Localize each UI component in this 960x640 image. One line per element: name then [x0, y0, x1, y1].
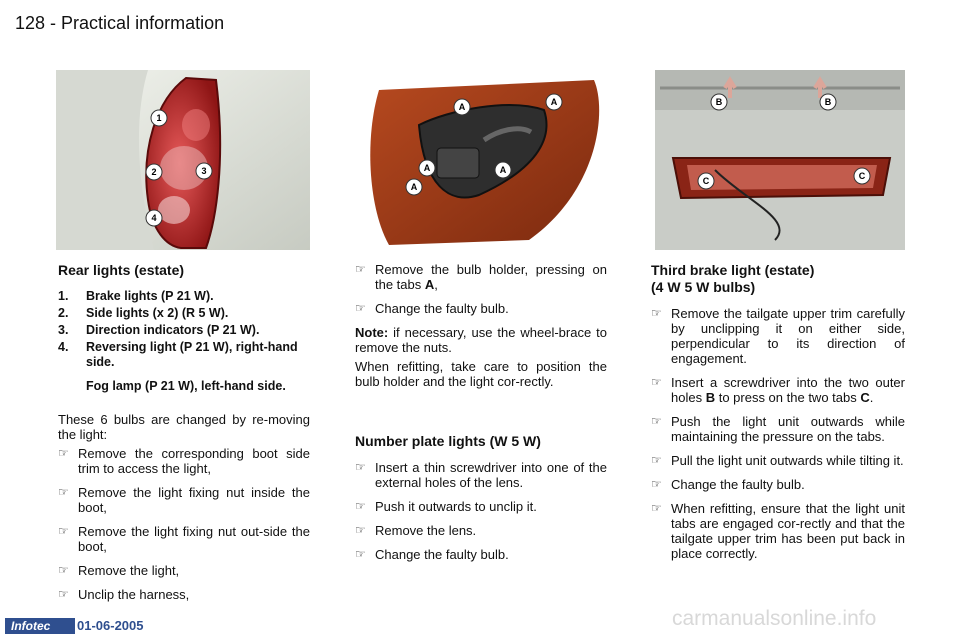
- bullet-text: Push the light unit outwards while maintaining the pressure on the tabs.: [671, 414, 905, 444]
- hand-pointer-icon: ☞: [651, 477, 662, 491]
- callout-b2: B: [824, 97, 832, 107]
- rear-lights-heading: Rear lights (estate): [58, 262, 185, 278]
- rear-light-photo: [56, 70, 310, 250]
- callout-c1: C: [702, 176, 710, 186]
- number-plate-column: [355, 262, 607, 571]
- list-item: [651, 306, 905, 366]
- hand-pointer-icon: ☞: [355, 262, 366, 276]
- bulb-list: [58, 289, 310, 394]
- bullet-text: Remove the tailgate upper trim carefully by unclipping it on either side, perpendicular to its direction of engagement.: [671, 306, 905, 366]
- bullet-text: Remove the bulb holder, pressing on the tabs: [375, 262, 607, 292]
- bullet-text: Change the faulty bulb.: [671, 477, 805, 492]
- list-item: [651, 375, 905, 405]
- list-item: [58, 446, 310, 476]
- callout-3: 3: [201, 166, 207, 176]
- infotec-logo: Infotec: [5, 618, 75, 634]
- hand-pointer-icon: ☞: [355, 547, 366, 561]
- list-item: [58, 323, 310, 338]
- item-text: Direction indicators (P 21 W).: [86, 323, 260, 337]
- list-item: [651, 414, 905, 444]
- tab-reference: A: [424, 277, 435, 292]
- note-body: if necessary, use the wheel-brace to remove the nuts.: [355, 325, 607, 355]
- page-title: Practical information: [61, 13, 225, 33]
- hand-pointer-icon: ☞: [58, 563, 69, 577]
- list-item: [58, 340, 310, 394]
- bullet-text: Pull the light unit outwards while tilting it.: [671, 453, 904, 468]
- list-item: [58, 289, 310, 304]
- hand-pointer-icon: ☞: [355, 499, 366, 513]
- third-brake-column: [651, 262, 905, 570]
- bullet-text: Remove the light,: [78, 563, 180, 578]
- note-label: Note:: [355, 325, 389, 340]
- callout-a1: A: [458, 102, 466, 112]
- list-item: [355, 547, 607, 562]
- heading-line-1: Third brake light (estate): [651, 262, 815, 278]
- page-number: 128: [15, 13, 46, 33]
- callout-c2: C: [858, 171, 866, 181]
- list-item: [355, 301, 607, 316]
- callout-a3: A: [423, 163, 431, 173]
- hand-pointer-icon: ☞: [651, 375, 662, 389]
- list-item: [58, 563, 310, 578]
- item-number: 1.: [58, 289, 69, 303]
- hand-pointer-icon: ☞: [355, 460, 366, 474]
- bullet-text: Insert a thin screwdriver into one of the external holes of the lens.: [375, 460, 607, 490]
- note-text: [355, 325, 607, 355]
- list-item: [355, 523, 607, 538]
- refit-text: When refitting, take care to position the bulb holder and the light cor-rectly.: [355, 359, 607, 389]
- hand-pointer-icon: ☞: [58, 587, 69, 601]
- hand-pointer-icon: ☞: [58, 446, 69, 460]
- list-item: [651, 501, 905, 561]
- callout-a4: A: [499, 165, 507, 175]
- bullet-text: Change the faulty bulb.: [375, 547, 509, 562]
- bullet-text: Remove the light fixing nut inside the boot,: [78, 485, 310, 515]
- item-number: 2.: [58, 306, 69, 320]
- bullet-text-end: .: [869, 390, 874, 405]
- callout-1: 1: [156, 113, 162, 123]
- item-text: Side lights (x 2) (R 5 W).: [86, 306, 229, 320]
- page-header: [15, 13, 224, 34]
- intro-text: These 6 bulbs are changed by re-moving the light:: [58, 412, 310, 442]
- hand-pointer-icon: ☞: [58, 524, 69, 538]
- list-item: [651, 477, 905, 492]
- item-number: 3.: [58, 323, 69, 337]
- bulb-holder-photo: [359, 70, 607, 250]
- watermark: carmanualsonline.info: [672, 607, 877, 630]
- bullet-text: Remove the lens.: [375, 523, 477, 538]
- hand-pointer-icon: ☞: [58, 485, 69, 499]
- list-item: [355, 262, 607, 292]
- heading-line-2: (4 W 5 W bulbs): [651, 279, 756, 295]
- hand-pointer-icon: ☞: [355, 301, 366, 315]
- tab-reference: C: [860, 390, 870, 405]
- bullet-text: Change the faulty bulb.: [375, 301, 509, 316]
- list-item: [58, 485, 310, 515]
- bullet-text: When refitting, ensure that the light unit tabs are engaged cor-rectly and that the tailgate upper trim has been put back in place correctly.: [671, 501, 905, 561]
- number-plate-heading: Number plate lights (W 5 W): [355, 433, 541, 449]
- hand-pointer-icon: ☞: [355, 523, 366, 537]
- list-item: [58, 524, 310, 554]
- bullet-text: Remove the light fixing nut out-side the boot,: [78, 524, 310, 554]
- callout-4: 4: [151, 213, 157, 223]
- hand-pointer-icon: ☞: [651, 414, 662, 428]
- header-separator: -: [50, 13, 57, 33]
- item-text: Brake lights (P 21 W).: [86, 289, 214, 303]
- hand-pointer-icon: ☞: [651, 453, 662, 467]
- list-item: [58, 306, 310, 321]
- callout-a2: A: [550, 97, 558, 107]
- bullet-text-mid: to press on the two tabs: [715, 390, 861, 405]
- footer-date: 01-06-2005: [77, 618, 144, 633]
- item-subtext: Fog lamp (P 21 W), left-hand side.: [86, 379, 286, 393]
- list-item: [355, 499, 607, 514]
- item-text: Reversing light (P 21 W), right-hand side.: [86, 340, 298, 369]
- callout-b1: B: [715, 97, 723, 107]
- hand-pointer-icon: ☞: [651, 501, 662, 515]
- callout-2: 2: [151, 167, 157, 177]
- callout-a5: A: [410, 182, 418, 192]
- hand-pointer-icon: ☞: [651, 306, 662, 320]
- bullet-text: Unclip the harness,: [78, 587, 190, 602]
- hole-reference: B: [705, 390, 716, 405]
- third-brake-heading: [651, 262, 905, 296]
- list-item: [58, 587, 310, 602]
- list-item: [651, 453, 905, 468]
- bullet-text: Push it outwards to unclip it.: [375, 499, 537, 514]
- bullet-text-end: ,: [434, 277, 438, 292]
- item-number: 4.: [58, 340, 69, 354]
- third-brake-light-photo: [655, 70, 905, 250]
- bullet-text: Remove the corresponding boot side trim to access the light,: [78, 446, 310, 476]
- list-item: [355, 460, 607, 490]
- rear-lights-column: [58, 262, 310, 611]
- bullet-text: Insert a screwdriver into the two outer holes: [671, 375, 905, 405]
